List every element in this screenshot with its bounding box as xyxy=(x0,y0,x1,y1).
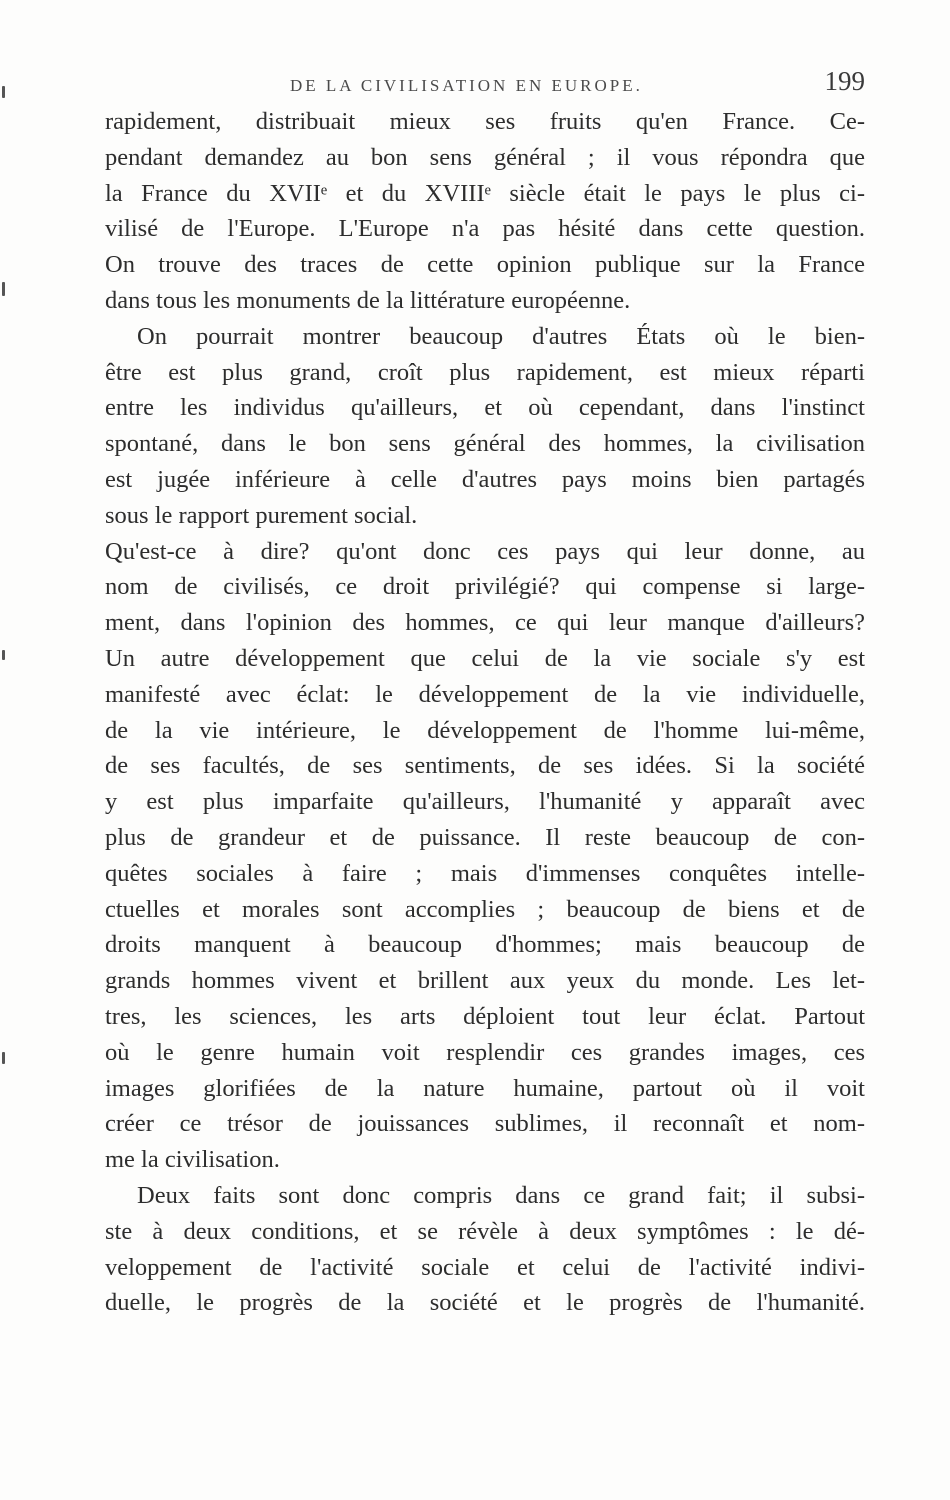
text-line: où le genre humain voit resplendir ces grandes images, ces xyxy=(105,1038,865,1066)
text-line: Deux faits sont donc compris dans ce grand fait; il subsi- xyxy=(137,1181,865,1209)
text-line: manifesté avec éclat: le développement de la vie individuelle, xyxy=(105,680,865,708)
text-line: droits manquent à beaucoup d'hommes; mais beaucoup de xyxy=(105,931,865,959)
text-line: Qu'est-ce à dire? qu'ont donc ces pays qui leur donne, au xyxy=(105,537,865,565)
text-line: On pourrait montrer beaucoup d'autres États où le bien- xyxy=(137,322,865,350)
running-title: DE LA CIVILISATION EN EUROPE. xyxy=(290,76,643,95)
text-line: rapidement, distribuait mieux ses fruits qu'en France. Ce- xyxy=(105,108,865,135)
text-line: tres, les sciences, les arts déploient tout leur éclat. Partout xyxy=(105,1002,865,1030)
text-line: sous le rapport purement social. xyxy=(105,501,418,529)
text-line: ctuelles et morales sont accomplies ; beaucoup de biens et de xyxy=(105,895,865,923)
text-line: nom de civilisés, ce droit privilégié? qui compense si large- xyxy=(105,573,865,601)
text-line: de ses facultés, de ses sentiments, de ses idées. Si la société xyxy=(105,752,865,780)
text-line: Un autre développement que celui de la vie sociale s'y est xyxy=(105,644,865,672)
text-line: être est plus grand, croît plus rapidement, est mieux réparti xyxy=(105,358,865,386)
text-line: images glorifiées de la nature humaine, partout où il voit xyxy=(105,1074,865,1102)
scan-edge-mark xyxy=(2,650,5,660)
scan-edge-mark xyxy=(2,86,5,98)
text-line: dans tous les monuments de la littérature européenne. xyxy=(105,286,631,314)
text-line: On trouve des traces de cette opinion publique sur la France xyxy=(105,251,865,279)
text-line: créer ce trésor de jouissances sublimes, il reconnaît et nom- xyxy=(105,1110,865,1138)
body-text xyxy=(105,104,865,1321)
text-line: grands hommes vivent et brillent aux yeux du monde. Les let- xyxy=(105,967,865,995)
text-line: plus de grandeur et de puissance. Il reste beaucoup de con- xyxy=(105,823,865,851)
text-line: ste à deux conditions, et se révèle à deux symptômes : le dé- xyxy=(105,1217,865,1245)
text-line: duelle, le progrès de la société et le progrès de l'humanité. xyxy=(105,1289,865,1317)
page-number: 199 xyxy=(824,66,865,96)
text-line: est jugée inférieure à celle d'autres pays moins bien partagés xyxy=(105,465,865,493)
text-line: de la vie intérieure, le développement de l'homme lui-même, xyxy=(105,716,865,744)
text-line: la France du XVIIᵉ et du XVIIIᵉ siècle était le pays le plus ci- xyxy=(105,179,865,207)
text-line: y est plus imparfaite qu'ailleurs, l'humanité y apparaît avec xyxy=(105,788,865,816)
text-line: me la civilisation. xyxy=(105,1146,280,1174)
scan-edge-mark xyxy=(2,1052,5,1064)
text-line: pendant demandez au bon sens général ; il vous répondra que xyxy=(105,143,865,171)
text-line: ment, dans l'opinion des hommes, ce qui leur manque d'ailleurs? xyxy=(105,609,865,637)
text-line: entre les individus qu'ailleurs, et où cependant, dans l'instinct xyxy=(105,394,865,422)
text-line: quêtes sociales à faire ; mais d'immenses conquêtes intelle- xyxy=(105,859,865,887)
page-header xyxy=(105,64,865,104)
text-line: spontané, dans le bon sens général des hommes, la civilisation xyxy=(105,430,865,458)
scan-edge-mark xyxy=(2,282,5,296)
text-line: vilisé de l'Europe. L'Europe n'a pas hésité dans cette question. xyxy=(105,215,865,243)
text-line: veloppement de l'activité sociale et celui de l'activité indivi- xyxy=(105,1253,865,1281)
